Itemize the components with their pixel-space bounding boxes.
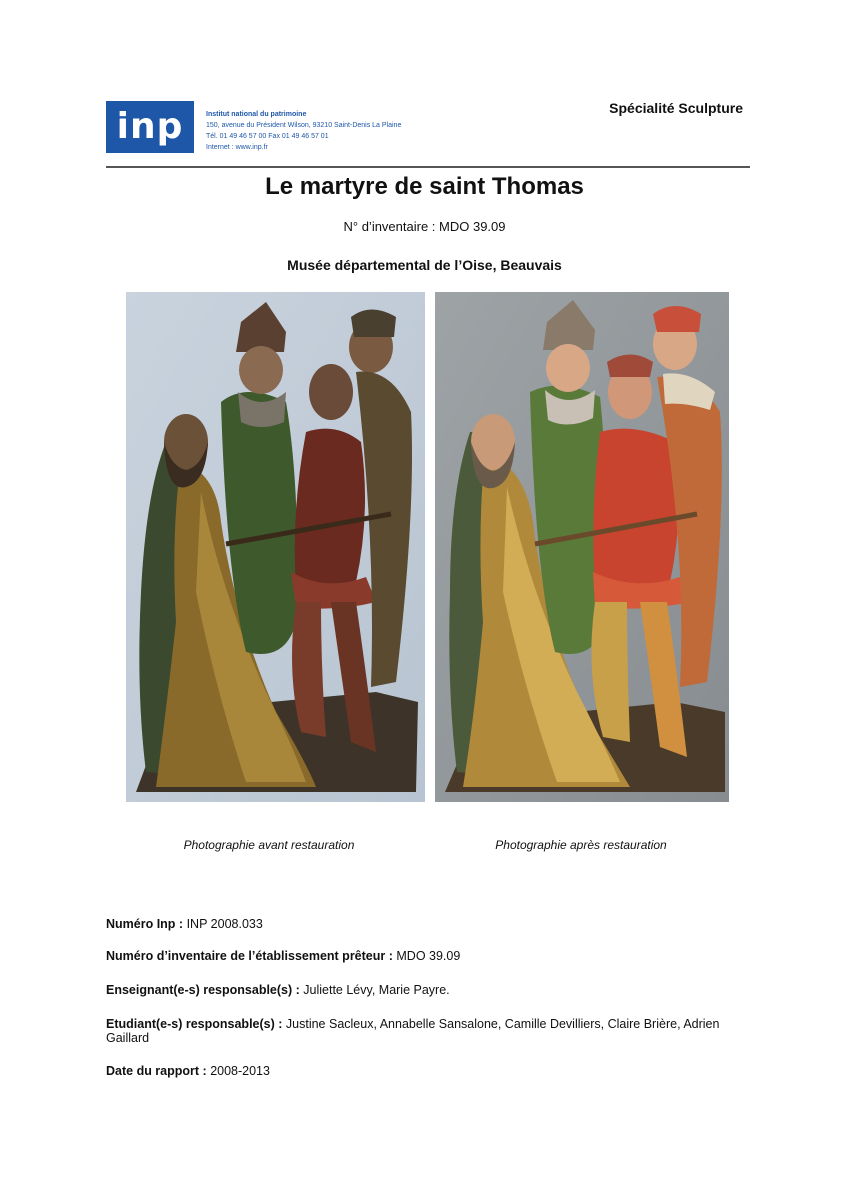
logo-text: inp bbox=[116, 106, 184, 147]
phone-fax: Tél. 01 49 46 57 00 Fax 01 49 46 57 01 bbox=[206, 133, 329, 140]
photo-before-restoration bbox=[126, 292, 425, 802]
photo-after-restoration bbox=[435, 292, 729, 802]
lender-inventory-value: MDO 39.09 bbox=[396, 949, 461, 963]
report-date-value: 2008-2013 bbox=[210, 1064, 270, 1078]
teachers-line bbox=[106, 983, 726, 997]
header-divider bbox=[106, 166, 750, 168]
report-date-line bbox=[106, 1064, 726, 1078]
inp-number-value: INP 2008.033 bbox=[186, 917, 263, 931]
students-label: Etudiant(e-s) responsable(s) : bbox=[106, 1017, 283, 1031]
institution-address bbox=[206, 109, 466, 153]
teachers-value: Juliette Lévy, Marie Payre. bbox=[303, 983, 450, 997]
inp-number-label: Numéro Inp : bbox=[106, 917, 184, 931]
postal-address: 150, avenue du Président Wilson, 93210 Saint-Denis La Plaine bbox=[206, 122, 402, 129]
lender-inventory-label: Numéro d’inventaire de l’établissement prêteur : bbox=[106, 949, 393, 963]
inp-number-line bbox=[106, 917, 726, 931]
caption-after: Photographie après restauration bbox=[495, 838, 667, 852]
org-name: Institut national du patrimoine bbox=[206, 111, 307, 118]
students-line bbox=[106, 1017, 726, 1045]
inp-logo bbox=[106, 101, 194, 153]
teachers-label: Enseignant(e-s) responsable(s) : bbox=[106, 983, 300, 997]
document-title: Le martyre de saint Thomas bbox=[265, 173, 584, 200]
lender-inventory-line bbox=[106, 949, 726, 963]
caption-before: Photographie avant restauration bbox=[183, 838, 355, 852]
report-date-label: Date du rapport : bbox=[106, 1064, 207, 1078]
speciality-label: Spécialité Sculpture bbox=[609, 100, 743, 116]
inventory-number: N° d’inventaire : MDO 39.09 bbox=[343, 219, 506, 234]
students-value: Justine Sacleux, Annabelle Sansalone, Camille Devilliers, Claire Brière, Adrien Gaillard bbox=[106, 1017, 720, 1045]
website: Internet : www.inp.fr bbox=[206, 144, 268, 151]
museum-name: Musée départemental de l’Oise, Beauvais bbox=[287, 257, 562, 273]
